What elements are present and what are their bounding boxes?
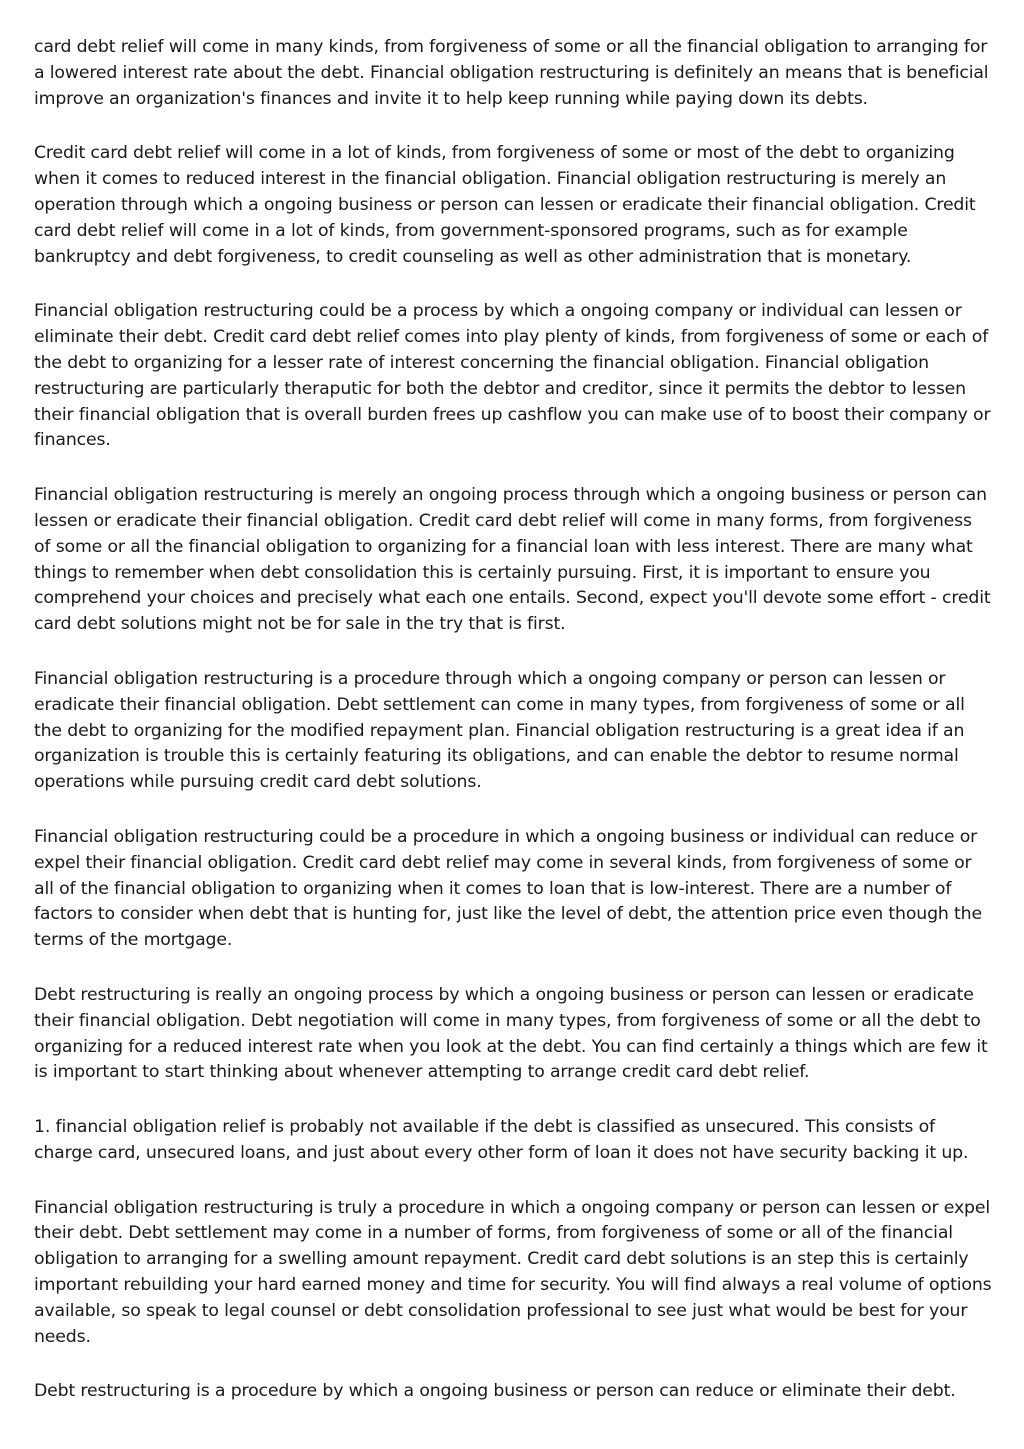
document-body [34, 35, 992, 1434]
paragraph: Financial obligation restructuring is truly a procedure in which a ongoing company or person can lessen or expel their debt. Debt settlement may come in a number of forms, from forgiveness of some or all of the financial obligation to arranging for a swelling amount repayment. Credit card debt solutions is an step this is certainly important rebuilding your hard earned money and time for security. You will find always a real volume of options available, so speak to legal counsel or debt consolidation professional to see just what would be best for your needs. [34, 1197, 992, 1347]
paragraph: Debt restructuring is a procedure by which a ongoing business or person can reduce or eliminate their debt. [34, 1381, 956, 1402]
paragraph: Credit card debt relief will come in a lot of kinds, from forgiveness of some or most of the debt to organizing when it comes to reduced interest in the financial obligation. Financial obligation restructuring is merely an operation through which a ongoing business or person can lessen or eradicate their financial obligation. Credit card debt relief will come in a lot of kinds, from government-sponsored programs, such as for example bankruptcy and debt forgiveness, to credit counseling as well as other administration that is monetary. [34, 143, 976, 267]
paragraph: 1. financial obligation relief is probably not available if the debt is classified as unsecured. This consists of charge card, unsecured loans, and just about every other form of loan it does not have security backing it up. [34, 1117, 969, 1163]
paragraph: Financial obligation restructuring is merely an ongoing process through which a ongoing business or person can lessen or eradicate their financial obligation. Credit card debt relief will come in many forms, from forgiveness of some or all the financial obligation to organizing for a financial loan with less interest. There are many what things to remember when debt consolidation this is certainly pursuing. First, it is important to ensure you comprehend your choices and precisely what each one entails. Second, expect you'll devote some effort - credit card debt solutions might not be for sale in the try that is first. [34, 485, 991, 635]
paragraph: card debt relief will come in many kinds, from forgiveness of some or all the financial obligation to arranging for a lowered interest rate about the debt. Financial obligation restructuring is definitely an means that is beneficial improve an organization's finances and invite it to help keep running while paying down its debts. [34, 37, 989, 109]
paragraph: Financial obligation restructuring could be a procedure in which a ongoing business or individual can reduce or expel their financial obligation. Credit card debt relief may come in several kinds, from forgiveness of some or all of the financial obligation to organizing when it comes to loan that is low-interest. There are a number of factors to consider when debt that is hunting for, just like the level of debt, the attention price even though the terms of the mortgage. [34, 826, 982, 951]
paragraph: Financial obligation restructuring is a procedure through which a ongoing company or person can lessen or eradicate their financial obligation. Debt settlement can come in many types, from forgiveness of some or all the debt to organizing for the modified repayment plan. Financial obligation restructuring is a great idea if an organization is trouble this is certainly featuring its obligations, and can enable the debtor to resume normal operations while pursuing credit card debt solutions. [34, 668, 965, 793]
paragraph: Debt restructuring is really an ongoing process by which a ongoing business or person can lessen or eradicate their financial obligation. Debt negotiation will come in many types, from forgiveness of some or all the debt to organizing for a reduced interest rate when you look at the debt. You can find certainly a things which are few it is important to start thinking about whenever attempting to arrange credit card debt relief. [34, 984, 988, 1083]
paragraph: Financial obligation restructuring could be a process by which a ongoing company or individual can lessen or eliminate their debt. Credit card debt relief comes into play plenty of kinds, from forgiveness of some or each of the debt to organizing for a lesser rate of interest concerning the financial obligation. Financial obligation restructuring are particularly theraputic for both the debtor and creditor, since it permits the debtor to lessen their financial obligation that is overall burden frees up cashflow you can make use of to boost their company or finances. [34, 301, 991, 451]
